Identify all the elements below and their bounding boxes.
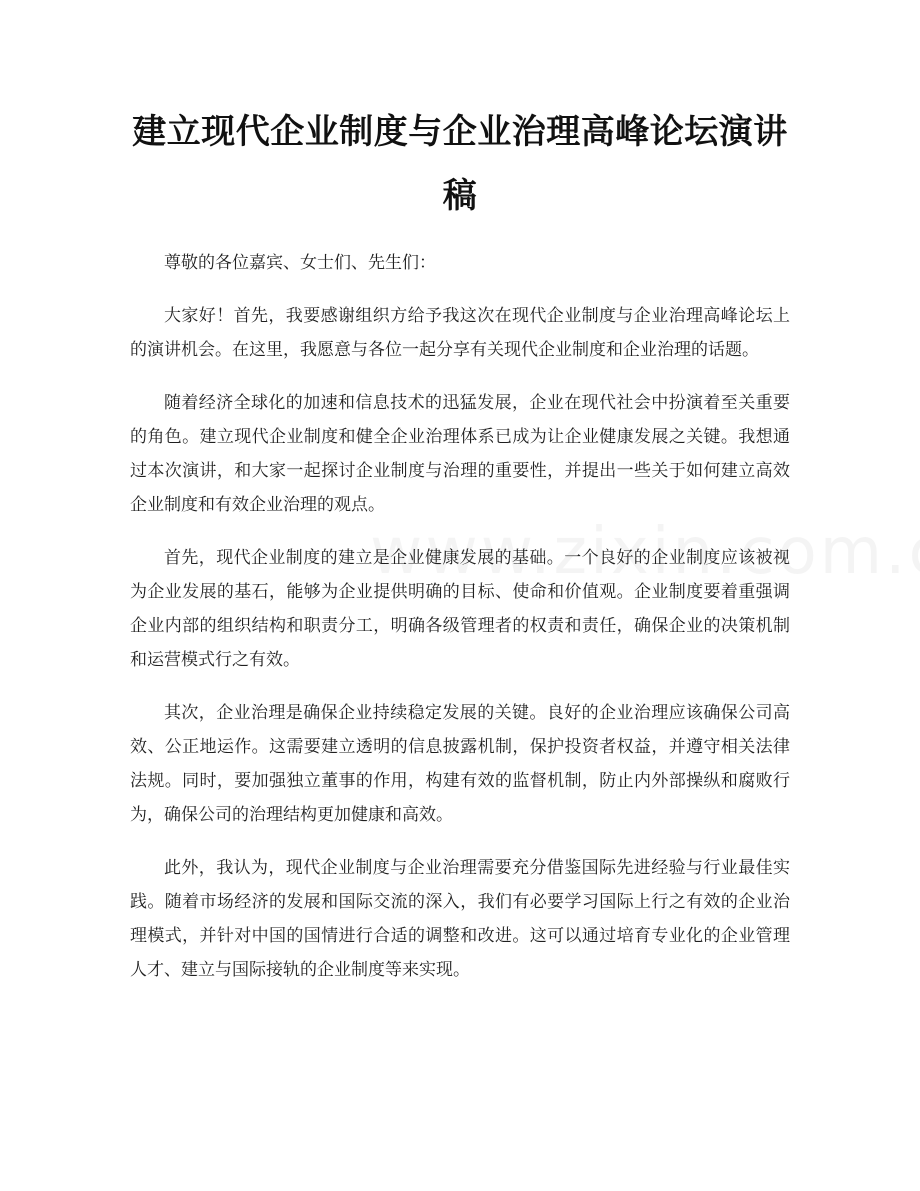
body-paragraph: 其次，企业治理是确保企业持续稳定发展的关键。良好的企业治理应该确保公司高效、公正地运作。这需要建立透明的信息披露机制，保护投资者权益，并遵守相关法律法规。同时，要加强独立董事的作用，构建有效的监督机制，防止内外部操纵和腐败行为，确保公司的治理结构更加健康和高效。 [130, 703, 790, 825]
salutation-paragraph: 尊敬的各位嘉宾、女士们、先生们： [164, 253, 436, 273]
body-paragraph: 首先，现代企业制度的建立是企业健康发展的基础。一个良好的企业制度应该被视为企业发展的基石，能够为企业提供明确的目标、使命和价值观。企业制度要着重强调企业内部的组织结构和职责分工，明确各级管理者的权责和责任，确保企业的决策机制和运营模式行之有效。 [130, 548, 790, 670]
body-paragraph: 此外，我认为，现代企业制度与企业治理需要充分借鉴国际先进经验与行业最佳实践。随着市场经济的发展和国际交流的深入，我们有必要学习国际上行之有效的企业治理模式，并针对中国的国情进行合适的调整和改进。这可以通过培育专业化的企业管理人才、建立与国际接轨的企业制度等来实现。 [130, 858, 790, 980]
document-body [130, 246, 790, 1006]
document-title: 建立现代企业制度与企业治理高峰论坛演讲稿 [132, 112, 788, 216]
body-paragraph: 大家好！首先，我要感谢组织方给予我这次在现代企业制度与企业治理高峰论坛上的演讲机会。在这里，我愿意与各位一起分享有关现代企业制度和企业治理的话题。 [130, 306, 790, 360]
body-paragraph: 随着经济全球化的加速和信息技术的迅猛发展，企业在现代社会中扮演着至关重要的角色。建立现代企业制度和健全企业治理体系已成为让企业健康发展之关键。我想通过本次演讲，和大家一起探讨企业制度与治理的重要性，并提出一些关于如何建立高效企业制度和有效企业治理的观点。 [130, 393, 790, 515]
